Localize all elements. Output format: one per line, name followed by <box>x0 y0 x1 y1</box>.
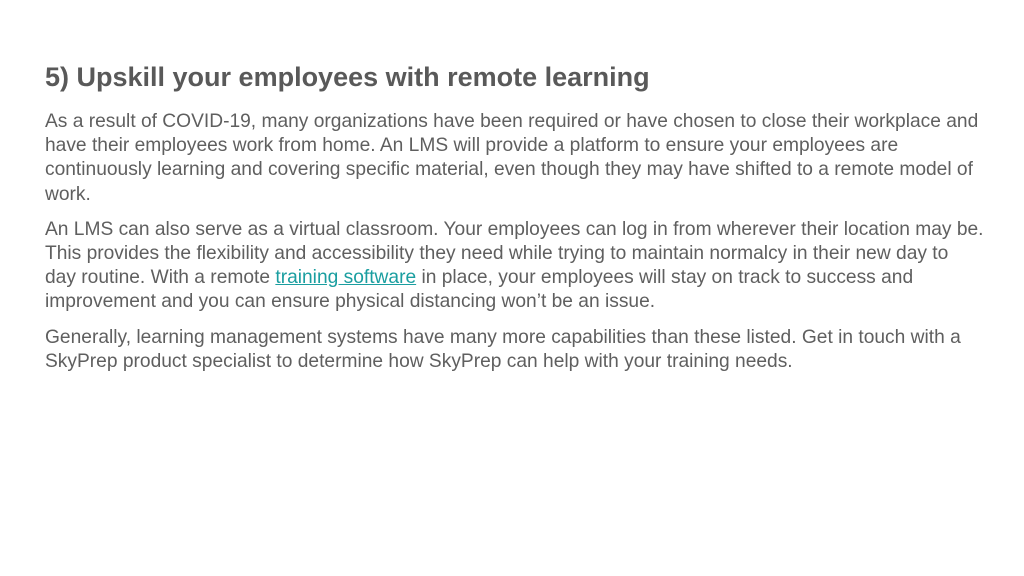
paragraph-virtual-classroom <box>45 218 984 315</box>
section-heading: 5) Upskill your employees with remote learning <box>45 62 650 92</box>
training-software-link[interactable]: training software <box>275 267 417 289</box>
paragraph-covid-remote-work: As a result of COVID-19, many organizations have been required or have chosen to close their workplace and have their employees work from home. An LMS will provide a platform to ensure your employees are continuously learning and covering specific material, even though they may have shifted to a remote model of work. <box>45 111 979 205</box>
paragraph-text-after-link: in place, your employees will stay on track to success and improvement and you can ensure physical distancing won’t be an issue. <box>45 267 914 313</box>
paragraph-text-before-link: An LMS can also serve as a virtual classroom. Your employees can log in from wherever their location may be. This provides the flexibility and accessibility they need while trying to maintain normalcy in their new day to day routine. With a remote <box>45 218 984 289</box>
paragraph-capabilities: Generally, learning management systems have many more capabilities than these listed. Get in touch with a SkyPrep product specialist to determine how SkyPrep can help with your training needs. <box>45 326 961 372</box>
